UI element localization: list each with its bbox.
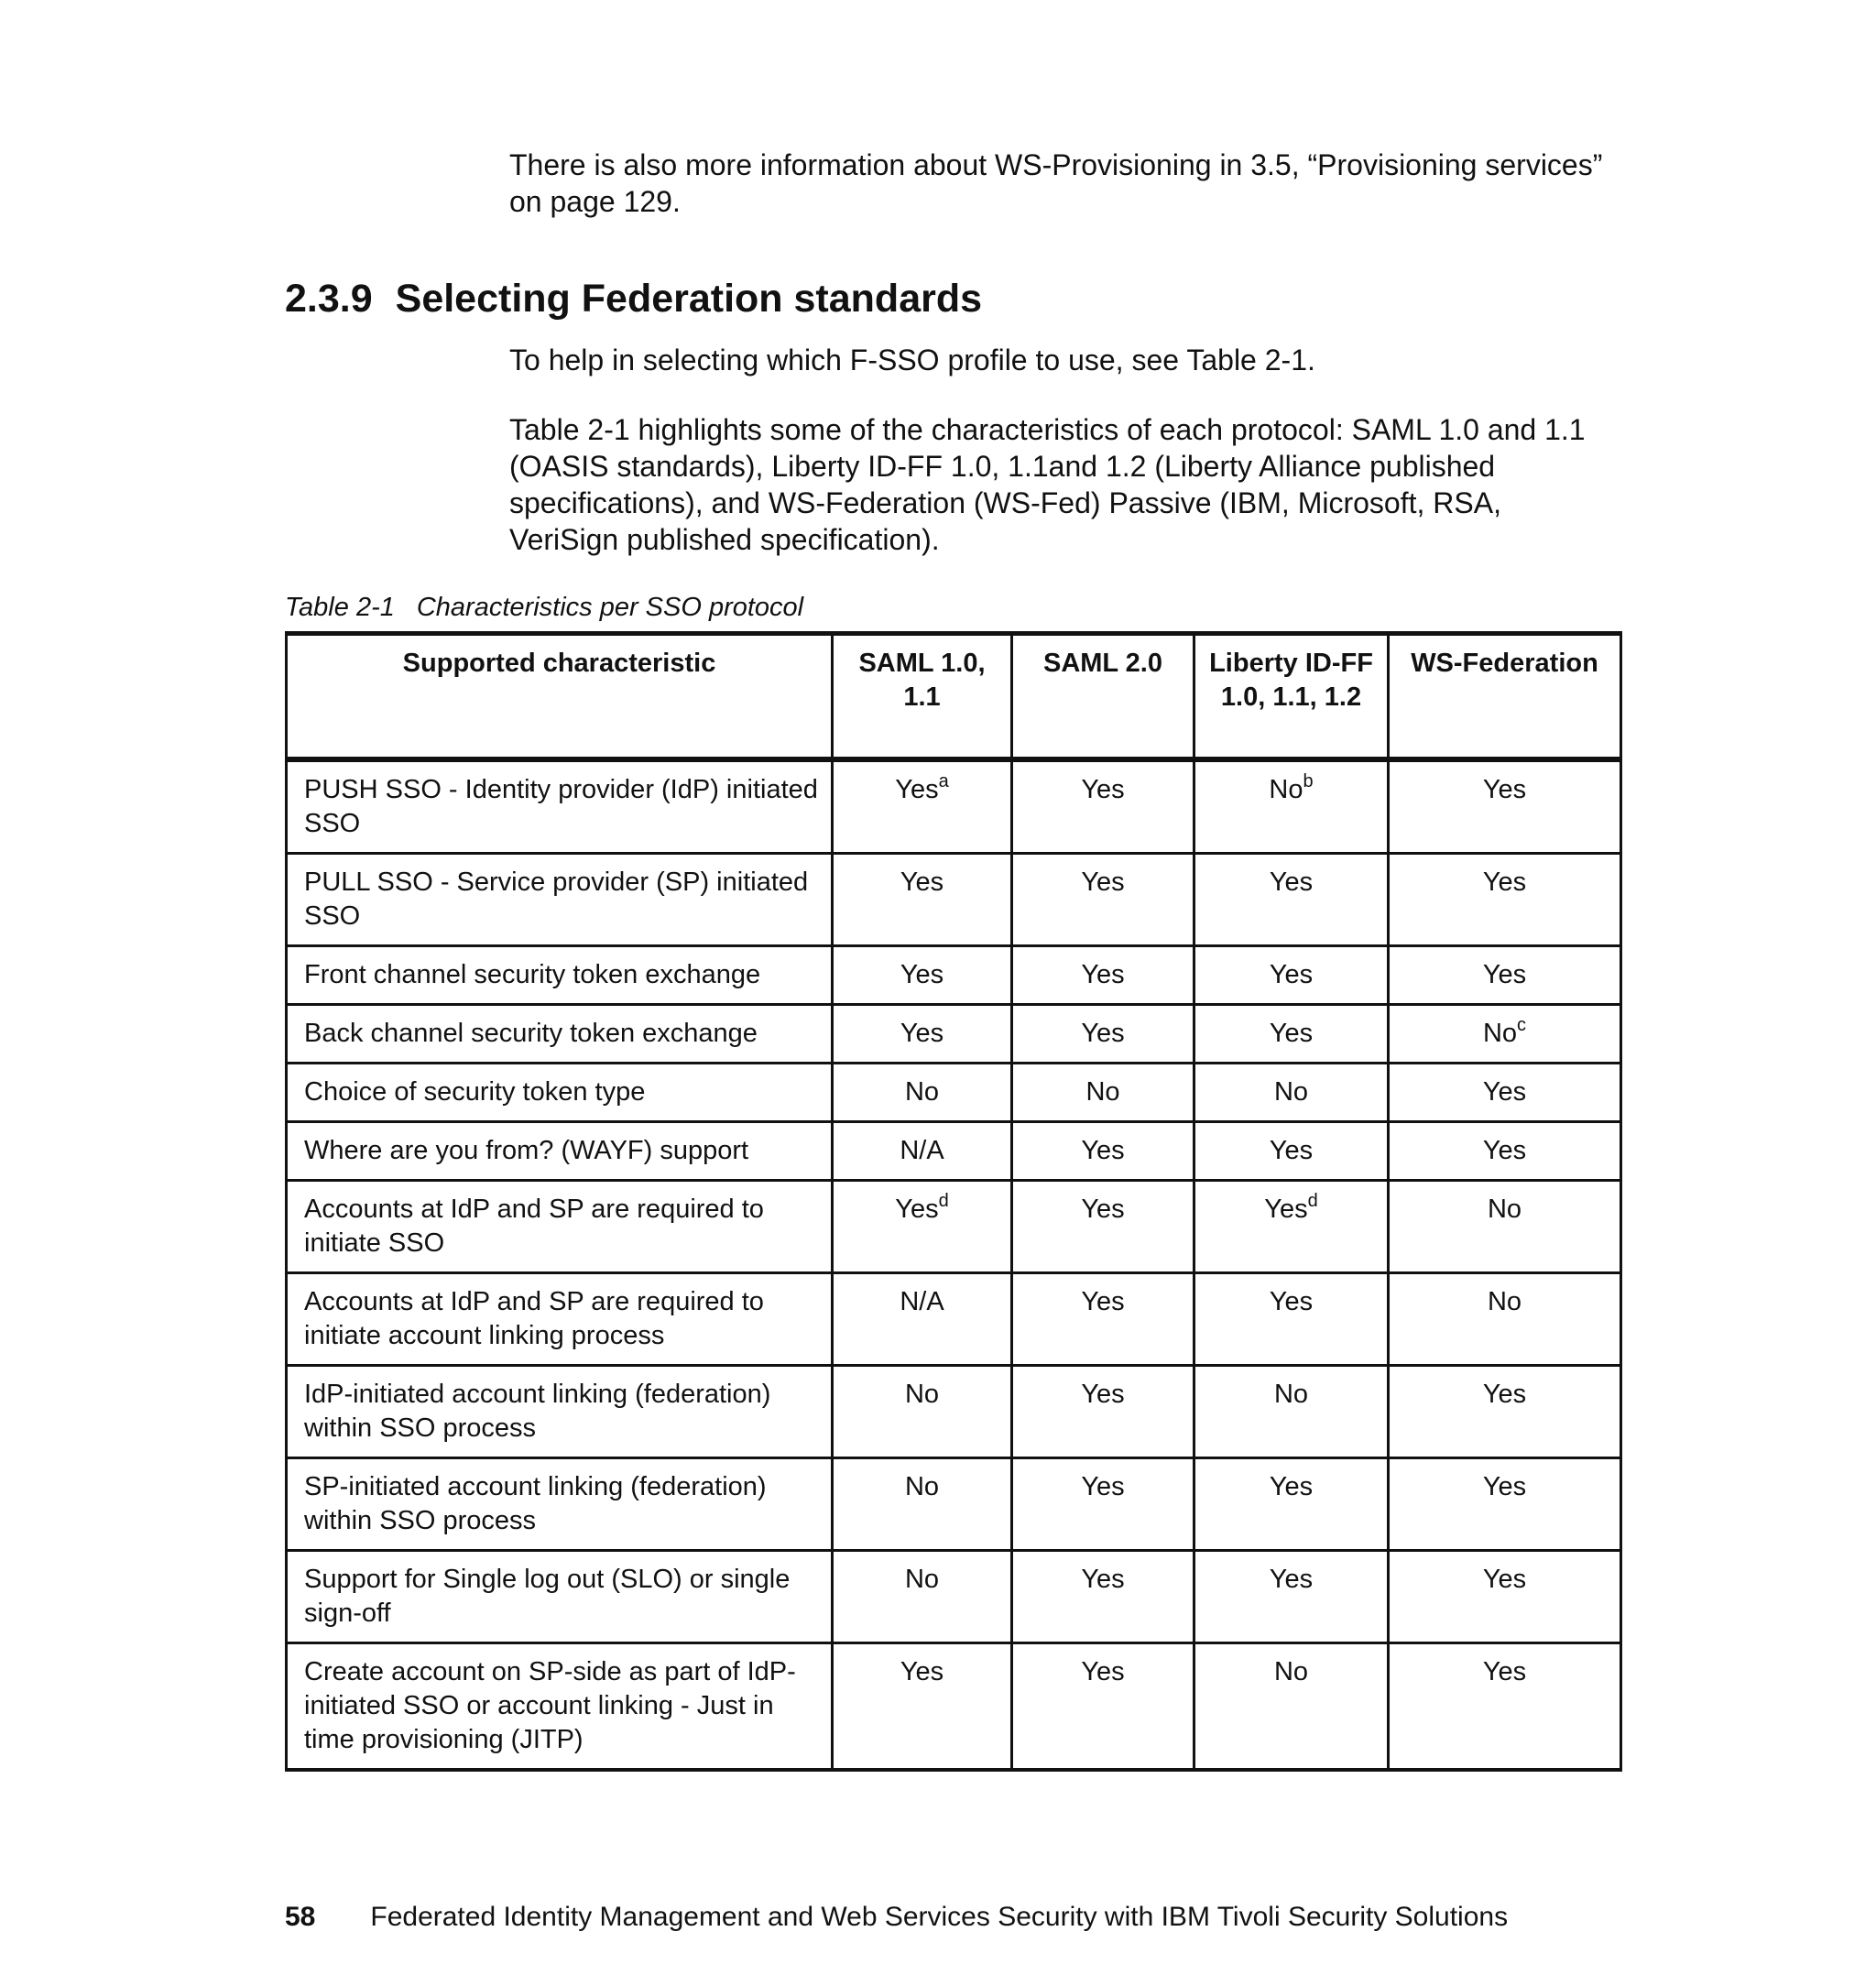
table-cell — [833, 1005, 1012, 1064]
row-label: IdP-initiated account linking (federation) within SSO process — [287, 1366, 833, 1458]
table-cell — [1389, 1643, 1621, 1771]
row-label: Choice of security token type — [287, 1064, 833, 1122]
table-body — [287, 759, 1621, 1770]
intro-paragraph: There is also more information about WS-Provisioning in 3.5, “Provisioning services” on page 129. — [509, 148, 1603, 218]
table-row — [287, 1643, 1621, 1771]
table-cell — [833, 1643, 1012, 1771]
cell-value: Yes — [1482, 1077, 1527, 1107]
table-cell — [1389, 1366, 1621, 1458]
table-cell — [1194, 1643, 1389, 1771]
cell-value: Yes — [900, 960, 944, 989]
cell-value: Yes — [1482, 1472, 1527, 1501]
column-header: WS-Federation — [1389, 634, 1621, 760]
row-label: PULL SSO - Service provider (SP) initiated SSO — [287, 854, 833, 946]
table-cell — [1389, 759, 1621, 854]
cell-value: No — [1273, 1657, 1309, 1686]
cell-value: Yes — [1482, 1380, 1527, 1409]
section-heading — [285, 273, 982, 324]
table-row — [287, 1458, 1621, 1551]
sso-protocol-table — [285, 631, 1622, 1772]
table-cell — [1389, 1122, 1621, 1181]
section-title: Selecting Federation standards — [395, 277, 983, 321]
row-label: Accounts at IdP and SP are required to initiate account linking process — [287, 1273, 833, 1366]
help-paragraph: To help in selecting which F-SSO profile to use, see Table 2-1. — [509, 344, 1315, 376]
table-row — [287, 1551, 1621, 1643]
cell-value: Yes — [1081, 1472, 1125, 1501]
table-cell — [1012, 1122, 1194, 1181]
table-cell — [1194, 946, 1389, 1005]
table-cell — [1389, 1064, 1621, 1122]
table-cell — [1194, 1005, 1389, 1064]
cell-value: Yes — [1269, 1472, 1314, 1501]
table-row — [287, 1122, 1621, 1181]
row-label: Back channel security token exchange — [287, 1005, 833, 1064]
cell-value: Yes — [895, 1195, 939, 1224]
footnote-marker: c — [1517, 1015, 1527, 1035]
table-cell — [1389, 1005, 1621, 1064]
row-label: Front channel security token exchange — [287, 946, 833, 1005]
column-header: SAML 1.0, 1.1 — [833, 634, 1012, 760]
cell-value: Yes — [1081, 1657, 1125, 1686]
table-row — [287, 1181, 1621, 1273]
cell-value: N/A — [900, 1136, 944, 1165]
table-cell — [1194, 1181, 1389, 1273]
table-cell — [833, 1064, 1012, 1122]
table-cell — [833, 1181, 1012, 1273]
page-number: 58 — [285, 1902, 316, 1932]
table-row — [287, 1064, 1621, 1122]
cell-value: Yes — [1081, 1019, 1125, 1048]
table-cell — [1012, 1551, 1194, 1643]
table-cell — [1194, 1458, 1389, 1551]
cell-value: Yes — [1081, 1565, 1125, 1594]
cell-value: No — [1269, 775, 1303, 804]
cell-value: Yes — [900, 868, 944, 897]
table-cell — [833, 759, 1012, 854]
table-cell — [1194, 1551, 1389, 1643]
cell-value: Yes — [900, 1019, 944, 1048]
cell-value: Yes — [1081, 1195, 1125, 1224]
cell-value: Yes — [1269, 960, 1314, 989]
table-cell — [833, 1551, 1012, 1643]
table-cell — [833, 1273, 1012, 1366]
table-caption — [285, 591, 803, 624]
table-caption-number: Table 2-1 — [285, 593, 395, 622]
cell-value: No — [1482, 1019, 1518, 1048]
table-cell — [1389, 1181, 1621, 1273]
cell-value: Yes — [1081, 1136, 1125, 1165]
cell-value: Yes — [1482, 1565, 1527, 1594]
table-cell — [833, 946, 1012, 1005]
table-cell — [833, 1458, 1012, 1551]
cell-value: Yes — [1482, 868, 1527, 897]
row-label: Support for Single log out (SLO) or single sign-off — [287, 1551, 833, 1643]
footnote-marker: b — [1303, 771, 1314, 791]
table-cell — [1194, 854, 1389, 946]
table-cell — [833, 1122, 1012, 1181]
cell-value: Yes — [1269, 1565, 1314, 1594]
row-label: SP-initiated account linking (federation) within SSO process — [287, 1458, 833, 1551]
cell-value: Yes — [1081, 960, 1125, 989]
table-cell — [833, 1366, 1012, 1458]
table-cell — [1194, 1366, 1389, 1458]
cell-value: Yes — [1482, 775, 1527, 804]
table-row — [287, 946, 1621, 1005]
cell-value: Yes — [1482, 1657, 1527, 1686]
cell-value: N/A — [900, 1287, 944, 1316]
table-cell — [1194, 759, 1389, 854]
table-cell — [1012, 1005, 1194, 1064]
footnote-marker: d — [1307, 1191, 1318, 1211]
column-header: Supported characteristic — [287, 634, 833, 760]
table-cell — [1194, 1273, 1389, 1366]
cell-value: Yes — [1269, 868, 1314, 897]
cell-value: Yes — [1081, 775, 1125, 804]
row-label: Where are you from? (WAYF) support — [287, 1122, 833, 1181]
footnote-marker: a — [938, 771, 949, 791]
cell-value: Yes — [1264, 1195, 1308, 1224]
table-row — [287, 854, 1621, 946]
cell-value: Yes — [900, 1657, 944, 1686]
table-caption-title: Characteristics per SSO protocol — [416, 593, 804, 622]
characteristics-paragraph: Table 2-1 highlights some of the characteristics of each protocol: SAML 1.0 and 1.1 (OASIS standards), Liberty ID-FF 1.0, 1.1and 1.2 (Liberty Alliance published specifications), and WS-Federation (WS-Fed) Passive (IBM, Microsoft, RSA, VeriSign published specification). — [509, 413, 1586, 556]
table-row — [287, 759, 1621, 854]
table-header-row — [287, 634, 1621, 760]
table-cell — [1012, 946, 1194, 1005]
table-row — [287, 1005, 1621, 1064]
column-header: SAML 2.0 — [1012, 634, 1194, 760]
cell-value: Yes — [1482, 960, 1527, 989]
table-cell — [1012, 1064, 1194, 1122]
table-cell — [1012, 854, 1194, 946]
table-cell — [1194, 1122, 1389, 1181]
table-cell — [1012, 1181, 1194, 1273]
cell-value: No — [1487, 1287, 1522, 1316]
book-title: Federated Identity Management and Web Services Security with IBM Tivoli Security Solutions — [370, 1902, 1509, 1932]
table-cell — [1194, 1064, 1389, 1122]
cell-value: Yes — [1081, 1380, 1125, 1409]
table-cell — [1012, 1366, 1194, 1458]
table-cell — [1389, 1458, 1621, 1551]
cell-value: No — [1273, 1077, 1309, 1107]
row-label: Accounts at IdP and SP are required to initiate SSO — [287, 1181, 833, 1273]
table-cell — [1389, 946, 1621, 1005]
table-cell — [1012, 759, 1194, 854]
column-header: Liberty ID-FF 1.0, 1.1, 1.2 — [1194, 634, 1389, 760]
table-cell — [1389, 854, 1621, 946]
cell-value: No — [1085, 1077, 1120, 1107]
cell-value: Yes — [895, 775, 939, 804]
table-cell — [1012, 1643, 1194, 1771]
table-cell — [1012, 1458, 1194, 1551]
cell-value: No — [904, 1565, 940, 1594]
table-cell — [1389, 1551, 1621, 1643]
table-cell — [1012, 1273, 1194, 1366]
footnote-marker: d — [938, 1191, 949, 1211]
table-cell — [833, 854, 1012, 946]
row-label: Create account on SP-side as part of IdP-initiated SSO or account linking - Just in time provisioning (JITP) — [287, 1643, 833, 1771]
row-label: PUSH SSO - Identity provider (IdP) initiated SSO — [287, 759, 833, 854]
section-number: 2.3.9 — [285, 277, 373, 321]
cell-value: Yes — [1269, 1287, 1314, 1316]
cell-value: Yes — [1269, 1136, 1314, 1165]
cell-value: Yes — [1482, 1136, 1527, 1165]
table-row — [287, 1366, 1621, 1458]
cell-value: No — [904, 1380, 940, 1409]
cell-value: No — [1487, 1195, 1522, 1224]
table-row — [287, 1273, 1621, 1366]
cell-value: No — [904, 1472, 940, 1501]
page-footer — [285, 1900, 1508, 1935]
cell-value: Yes — [1081, 868, 1125, 897]
table-cell — [1389, 1273, 1621, 1366]
cell-value: No — [904, 1077, 940, 1107]
cell-value: Yes — [1269, 1019, 1314, 1048]
cell-value: Yes — [1081, 1287, 1125, 1316]
cell-value: No — [1273, 1380, 1309, 1409]
